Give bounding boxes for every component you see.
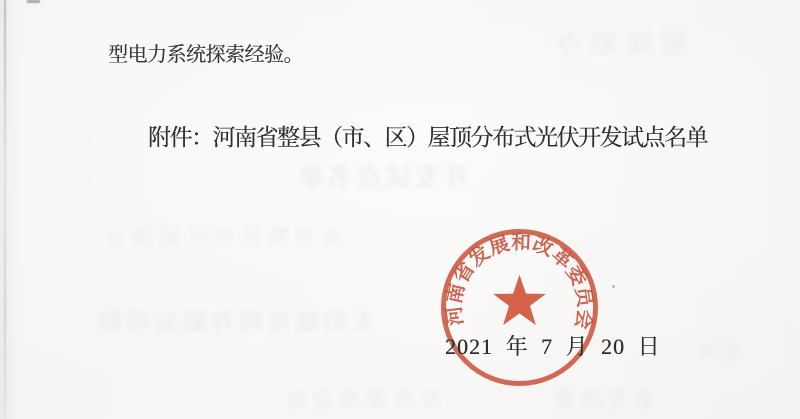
seal-arc-text: 河南省发展和改革委员会 <box>443 231 596 332</box>
bleed-through-text: 电网 <box>697 342 742 363</box>
bleed-through-text: 太阳能电网有限公司知 <box>95 310 375 336</box>
scan-corner-mark <box>27 0 40 3</box>
body-paragraph-last-line: 型电力系统探索经验。 <box>108 44 303 66</box>
bleed-through-text: 开发试点名单 <box>296 163 470 193</box>
scan-speck <box>612 285 615 288</box>
bleed-through-text: 南省整县市区屋顶分 <box>100 225 343 249</box>
bleed-through-text: 省发改委 <box>550 387 655 412</box>
bleed-through-text: 发改委员会办 <box>280 387 443 412</box>
bleed-through-text: 展规划办 <box>548 29 688 59</box>
attachment-title-line: 附件：河南省整县（市、区）屋顶分布式光伏开发试点名单 <box>148 125 707 150</box>
scan-edge-line <box>4 0 6 419</box>
official-seal <box>438 226 601 389</box>
star-icon <box>493 275 546 325</box>
document-date: 2021 年 7 月 20 日 <box>445 334 661 359</box>
